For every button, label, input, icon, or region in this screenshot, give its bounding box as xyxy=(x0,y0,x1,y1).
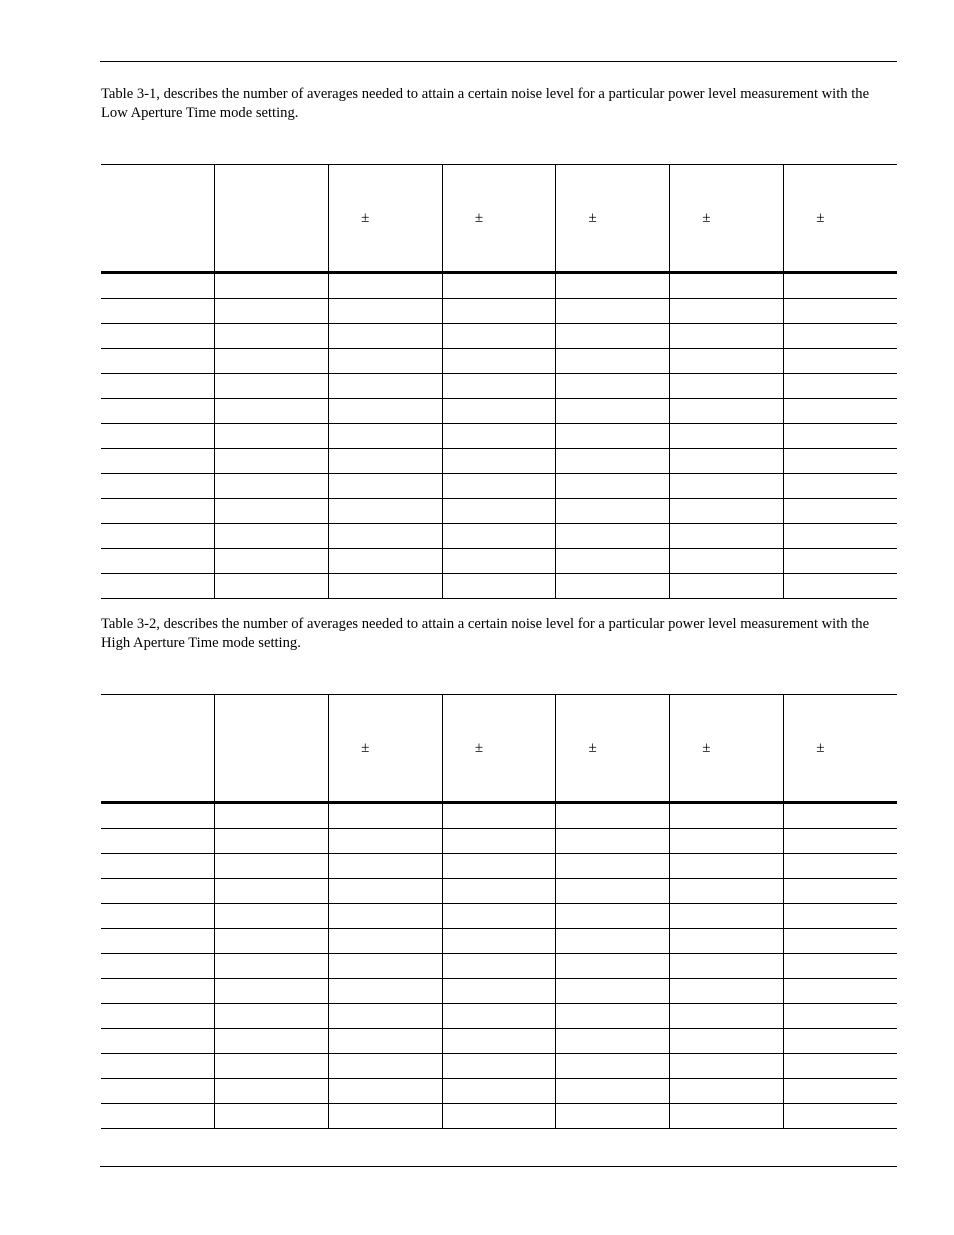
table-header-cell xyxy=(215,165,329,273)
table-row xyxy=(101,929,897,954)
table-cell xyxy=(670,879,784,904)
table-cell xyxy=(328,1104,442,1129)
table-cell xyxy=(101,829,215,854)
table-cell xyxy=(328,829,442,854)
table-cell xyxy=(556,1029,670,1054)
table-cell xyxy=(556,803,670,829)
table-cell xyxy=(783,1054,897,1079)
table-cell xyxy=(556,574,670,599)
table-cell xyxy=(328,929,442,954)
table-cell xyxy=(101,979,215,1004)
table-cell xyxy=(442,829,556,854)
table-cell xyxy=(670,979,784,1004)
table-cell xyxy=(215,829,329,854)
table-cell xyxy=(670,424,784,449)
table-header-cell xyxy=(556,695,670,803)
table-cell xyxy=(101,1004,215,1029)
table-cell xyxy=(783,449,897,474)
table-cell xyxy=(215,549,329,574)
table-cell xyxy=(442,299,556,324)
table-cell xyxy=(101,1079,215,1104)
table-cell xyxy=(556,954,670,979)
table-cell xyxy=(328,324,442,349)
table-cell xyxy=(556,449,670,474)
table-cell xyxy=(670,524,784,549)
table-header-cell xyxy=(783,695,897,803)
table-cell xyxy=(670,449,784,474)
table-cell xyxy=(783,1029,897,1054)
table-cell xyxy=(783,879,897,904)
table-cell xyxy=(442,324,556,349)
table-cell xyxy=(101,904,215,929)
table-cell xyxy=(783,954,897,979)
table-cell xyxy=(783,803,897,829)
table-cell xyxy=(215,1104,329,1129)
table-row xyxy=(101,1029,897,1054)
table-row xyxy=(101,1004,897,1029)
table-cell xyxy=(442,1029,556,1054)
table-cell xyxy=(328,549,442,574)
table-cell xyxy=(215,324,329,349)
table-cell xyxy=(328,1004,442,1029)
table-row xyxy=(101,549,897,574)
table-row xyxy=(101,524,897,549)
table-cell xyxy=(783,474,897,499)
table-cell xyxy=(215,1054,329,1079)
table-cell xyxy=(101,803,215,829)
table-row xyxy=(101,803,897,829)
table-row xyxy=(101,349,897,374)
table-cell xyxy=(556,349,670,374)
table-header-cell xyxy=(215,695,329,803)
table-cell xyxy=(101,574,215,599)
table-header-cell xyxy=(328,695,442,803)
table-cell xyxy=(328,449,442,474)
table-cell xyxy=(670,474,784,499)
table-cell xyxy=(442,1054,556,1079)
table-cell xyxy=(442,273,556,299)
table-cell xyxy=(215,1004,329,1029)
table-cell xyxy=(783,424,897,449)
table-cell xyxy=(215,349,329,374)
table-cell xyxy=(101,349,215,374)
table-row xyxy=(101,1079,897,1104)
table-cell xyxy=(783,1079,897,1104)
table-cell xyxy=(556,374,670,399)
table-cell xyxy=(670,549,784,574)
table-header-cell xyxy=(442,695,556,803)
table-header-cell xyxy=(556,165,670,273)
table-cell xyxy=(442,424,556,449)
table-cell xyxy=(670,273,784,299)
table-cell xyxy=(783,574,897,599)
table-cell xyxy=(328,499,442,524)
table-cell xyxy=(783,1104,897,1129)
table-cell xyxy=(783,499,897,524)
table-row xyxy=(101,854,897,879)
header-rule xyxy=(100,61,897,62)
table-cell xyxy=(442,1004,556,1029)
table-header-cell xyxy=(670,695,784,803)
table-cell xyxy=(670,929,784,954)
table-cell xyxy=(556,854,670,879)
table-cell xyxy=(670,349,784,374)
table-row xyxy=(101,374,897,399)
table-header-cell xyxy=(328,165,442,273)
table-cell xyxy=(670,904,784,929)
table-cell xyxy=(215,524,329,549)
table-cell xyxy=(101,399,215,424)
table-cell xyxy=(215,1079,329,1104)
table-header-cell xyxy=(101,165,215,273)
table-cell xyxy=(783,273,897,299)
table-cell xyxy=(670,1029,784,1054)
table-cell xyxy=(670,854,784,879)
table-3-2-intro-text: Table 3-2, describes the number of averages needed to attain a certain noise level for a particular power level measurement with the High Aperture Time mode setting. xyxy=(101,616,870,651)
table-cell xyxy=(670,574,784,599)
table-cell xyxy=(442,499,556,524)
table-cell xyxy=(442,854,556,879)
table-cell xyxy=(783,904,897,929)
table-row xyxy=(101,879,897,904)
table-cell xyxy=(670,374,784,399)
table-cell xyxy=(556,524,670,549)
table-cell xyxy=(783,349,897,374)
table-cell xyxy=(442,1079,556,1104)
table-cell xyxy=(783,929,897,954)
table-cell xyxy=(442,399,556,424)
table-3-2 xyxy=(101,694,897,1129)
table-cell xyxy=(101,449,215,474)
table-cell xyxy=(442,349,556,374)
table-cell xyxy=(670,399,784,424)
table-cell xyxy=(215,424,329,449)
table-row xyxy=(101,299,897,324)
table-cell xyxy=(556,299,670,324)
table-cell xyxy=(328,474,442,499)
table-cell xyxy=(670,829,784,854)
plus-minus-symbol: ± xyxy=(702,209,711,226)
table-header-cell xyxy=(670,165,784,273)
table-cell xyxy=(215,474,329,499)
table-row xyxy=(101,1104,897,1129)
table-cell xyxy=(442,979,556,1004)
table-cell xyxy=(442,904,556,929)
table-cell xyxy=(101,499,215,524)
table-row xyxy=(101,904,897,929)
plus-minus-symbol: ± xyxy=(588,739,597,756)
table-cell xyxy=(556,829,670,854)
table-cell xyxy=(670,1079,784,1104)
table-cell xyxy=(783,549,897,574)
table-cell xyxy=(101,374,215,399)
table-3-1-intro-text: Table 3-1, describes the number of averages needed to attain a certain noise level for a particular power level measurement with the Low Aperture Time mode setting. xyxy=(101,86,870,121)
table-cell xyxy=(101,474,215,499)
table-cell xyxy=(215,904,329,929)
table-cell xyxy=(328,954,442,979)
table-cell xyxy=(101,954,215,979)
plus-minus-symbol: ± xyxy=(588,209,597,226)
table-row xyxy=(101,273,897,299)
table-cell xyxy=(783,399,897,424)
table-cell xyxy=(101,879,215,904)
table-header-cell xyxy=(101,695,215,803)
table-cell xyxy=(556,399,670,424)
table-cell xyxy=(670,803,784,829)
table-cell xyxy=(783,829,897,854)
table-cell xyxy=(328,524,442,549)
table-cell xyxy=(215,803,329,829)
table-cell xyxy=(442,954,556,979)
plus-minus-symbol: ± xyxy=(474,739,484,756)
table-cell xyxy=(670,299,784,324)
table-row xyxy=(101,979,897,1004)
table-row xyxy=(101,324,897,349)
table-cell xyxy=(783,854,897,879)
table-cell xyxy=(556,929,670,954)
table-cell xyxy=(556,904,670,929)
table-cell xyxy=(328,374,442,399)
table-cell xyxy=(215,854,329,879)
table-cell xyxy=(556,1104,670,1129)
table-cell xyxy=(328,904,442,929)
table-cell xyxy=(215,449,329,474)
table-cell xyxy=(556,273,670,299)
table-row xyxy=(101,1054,897,1079)
table-cell xyxy=(783,1004,897,1029)
table-cell xyxy=(670,1054,784,1079)
table-cell xyxy=(442,803,556,829)
table-row xyxy=(101,424,897,449)
plus-minus-symbol: ± xyxy=(816,739,825,756)
table-cell xyxy=(101,299,215,324)
table-cell xyxy=(783,524,897,549)
table-cell xyxy=(101,929,215,954)
table-cell xyxy=(670,324,784,349)
table-cell xyxy=(556,424,670,449)
table-row xyxy=(101,399,897,424)
table-cell xyxy=(215,574,329,599)
table-cell xyxy=(101,1029,215,1054)
plus-minus-symbol: ± xyxy=(474,209,484,226)
table-cell xyxy=(556,549,670,574)
table-header-cell xyxy=(783,165,897,273)
table-cell xyxy=(556,1054,670,1079)
plus-minus-symbol: ± xyxy=(816,209,825,226)
table-cell xyxy=(783,374,897,399)
table-cell xyxy=(328,299,442,324)
table-3-1-header-row xyxy=(101,165,897,273)
table-cell xyxy=(556,879,670,904)
table-cell xyxy=(215,954,329,979)
table-cell xyxy=(101,524,215,549)
table-cell xyxy=(215,1029,329,1054)
table-cell xyxy=(101,854,215,879)
table-cell xyxy=(215,273,329,299)
table-cell xyxy=(328,399,442,424)
table-cell xyxy=(670,1104,784,1129)
table-cell xyxy=(556,324,670,349)
table-cell xyxy=(556,1079,670,1104)
table-cell xyxy=(783,979,897,1004)
table-cell xyxy=(670,499,784,524)
table-cell xyxy=(442,574,556,599)
table-cell xyxy=(442,474,556,499)
table-cell xyxy=(442,879,556,904)
table-cell xyxy=(101,273,215,299)
table-row xyxy=(101,449,897,474)
table-cell xyxy=(442,524,556,549)
table-cell xyxy=(215,879,329,904)
table-cell xyxy=(101,1104,215,1129)
table-cell xyxy=(556,499,670,524)
table-3-1 xyxy=(101,164,897,599)
table-row xyxy=(101,574,897,599)
table-cell xyxy=(556,979,670,1004)
table-row xyxy=(101,829,897,854)
table-row xyxy=(101,499,897,524)
table-cell xyxy=(215,399,329,424)
table-cell xyxy=(101,424,215,449)
table-cell xyxy=(783,299,897,324)
table-cell xyxy=(328,803,442,829)
table-cell xyxy=(783,324,897,349)
table-cell xyxy=(215,979,329,1004)
table-cell xyxy=(328,349,442,374)
table-cell xyxy=(328,574,442,599)
table-cell xyxy=(328,854,442,879)
footer-rule xyxy=(100,1166,897,1167)
table-row xyxy=(101,474,897,499)
table-cell xyxy=(442,374,556,399)
table-cell xyxy=(215,929,329,954)
table-cell xyxy=(328,979,442,1004)
table-cell xyxy=(328,1029,442,1054)
table-cell xyxy=(556,474,670,499)
plus-minus-symbol: ± xyxy=(361,209,370,226)
table-cell xyxy=(101,549,215,574)
table-cell xyxy=(670,954,784,979)
table-3-2-header-row xyxy=(101,695,897,803)
table-cell xyxy=(215,299,329,324)
table-cell xyxy=(328,879,442,904)
table-cell xyxy=(101,324,215,349)
table-cell xyxy=(442,549,556,574)
table-cell xyxy=(442,449,556,474)
table-cell xyxy=(328,273,442,299)
table-cell xyxy=(670,1004,784,1029)
table-cell xyxy=(556,1004,670,1029)
plus-minus-symbol: ± xyxy=(361,739,370,756)
table-cell xyxy=(101,1054,215,1079)
table-cell xyxy=(328,1079,442,1104)
plus-minus-symbol: ± xyxy=(702,739,711,756)
table-cell xyxy=(328,424,442,449)
table-cell xyxy=(442,1104,556,1129)
table-header-cell xyxy=(442,165,556,273)
table-cell xyxy=(215,374,329,399)
table-cell xyxy=(215,499,329,524)
table-row xyxy=(101,954,897,979)
table-cell xyxy=(442,929,556,954)
table-cell xyxy=(328,1054,442,1079)
